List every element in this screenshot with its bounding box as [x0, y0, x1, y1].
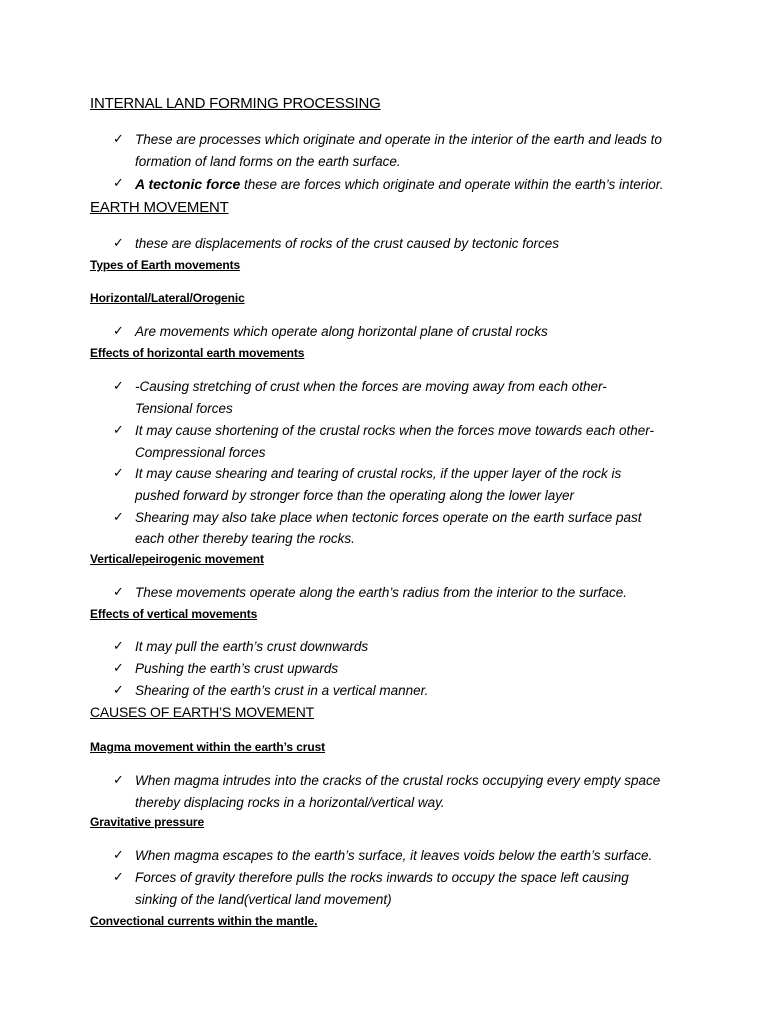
- causes-heading: CAUSES OF EARTH’S MOVEMENT: [90, 704, 315, 720]
- check-icon: ✓: [113, 324, 124, 339]
- check-icon: ✓: [113, 585, 124, 600]
- check-icon: ✓: [113, 236, 124, 251]
- check-icon: ✓: [113, 466, 124, 481]
- check-icon: ✓: [113, 661, 124, 676]
- vertical-heading: Vertical/epeirogenic movement: [90, 552, 264, 566]
- check-icon: ✓: [113, 176, 124, 191]
- check-icon: ✓: [113, 132, 124, 147]
- magma-heading: Magma movement within the earth’s crust: [90, 740, 326, 754]
- check-icon: ✓: [113, 639, 124, 654]
- bullet-text: When magma escapes to the earth’s surface, it leaves voids below the earth’s surface.: [135, 848, 653, 863]
- earth-movement-heading: EARTH MOVEMENT: [90, 199, 229, 216]
- bullet-text: Shearing may also take place when tectonic forces operate on the earth surface past: [135, 510, 642, 525]
- convection-heading: Convectional currents within the mantle.: [90, 914, 318, 928]
- check-icon: ✓: [113, 379, 124, 394]
- bullet-text: Forces of gravity therefore pulls the rocks inwards to occupy the space left causing: [135, 870, 629, 885]
- bullet-text: Compressional forces: [135, 445, 266, 460]
- effects-horizontal-heading: Effects of horizontal earth movements: [90, 346, 305, 360]
- check-icon: ✓: [113, 870, 124, 885]
- bullet-text-rest: these are forces which originate and operate within the earth’s interior.: [240, 177, 664, 192]
- types-heading: Types of Earth movements: [90, 258, 241, 272]
- bullet-text: These movements operate along the earth’s radius from the interior to the surface.: [135, 585, 628, 600]
- bullet-text: It may cause shearing and tearing of crustal rocks, if the upper layer of the rock is: [135, 466, 622, 481]
- bullet-text: Shearing of the earth’s crust in a vertical manner.: [135, 683, 429, 698]
- check-icon: ✓: [113, 773, 124, 788]
- bullet-text: Are movements which operate along horizontal plane of crustal rocks: [135, 324, 548, 339]
- bullet-text: formation of land forms on the earth surface.: [135, 154, 401, 169]
- bold-term: A tectonic force: [135, 176, 241, 192]
- bullet-text: It may cause shortening of the crustal rocks when the forces move towards each other-: [135, 423, 655, 438]
- bullet-text: these are displacements of rocks of the crust caused by tectonic forces: [135, 236, 559, 251]
- check-icon: ✓: [113, 423, 124, 438]
- bullet-text: When magma intrudes into the cracks of the crustal rocks occupying every empty space: [135, 773, 661, 788]
- bullet-text: sinking of the land(vertical land movement): [135, 892, 392, 907]
- bullet-text: Pushing the earth’s crust upwards: [135, 661, 339, 676]
- horizontal-heading: Horizontal/Lateral/Orogenic: [90, 291, 245, 305]
- bullet-text: Tensional forces: [135, 401, 233, 416]
- check-icon: ✓: [113, 510, 124, 525]
- effects-vertical-heading: Effects of vertical movements: [90, 607, 258, 621]
- gravitative-heading: Gravitative pressure: [90, 815, 205, 829]
- check-icon: ✓: [113, 683, 124, 698]
- bullet-text: -Causing stretching of crust when the forces are moving away from each other-: [135, 379, 607, 394]
- check-icon: ✓: [113, 848, 124, 863]
- bullet-text: pushed forward by stronger force than the operating along the lower layer: [135, 488, 575, 503]
- bullet-text: These are processes which originate and operate in the interior of the earth and leads to: [135, 132, 662, 147]
- bullet-text: It may pull the earth’s crust downwards: [135, 639, 369, 654]
- bullet-text: each other thereby tearing the rocks.: [135, 531, 355, 546]
- title-heading: INTERNAL LAND FORMING PROCESSING: [90, 95, 381, 112]
- bullet-text: thereby displacing rocks in a horizontal/vertical way.: [135, 795, 445, 810]
- bullet-text: [135, 173, 664, 196]
